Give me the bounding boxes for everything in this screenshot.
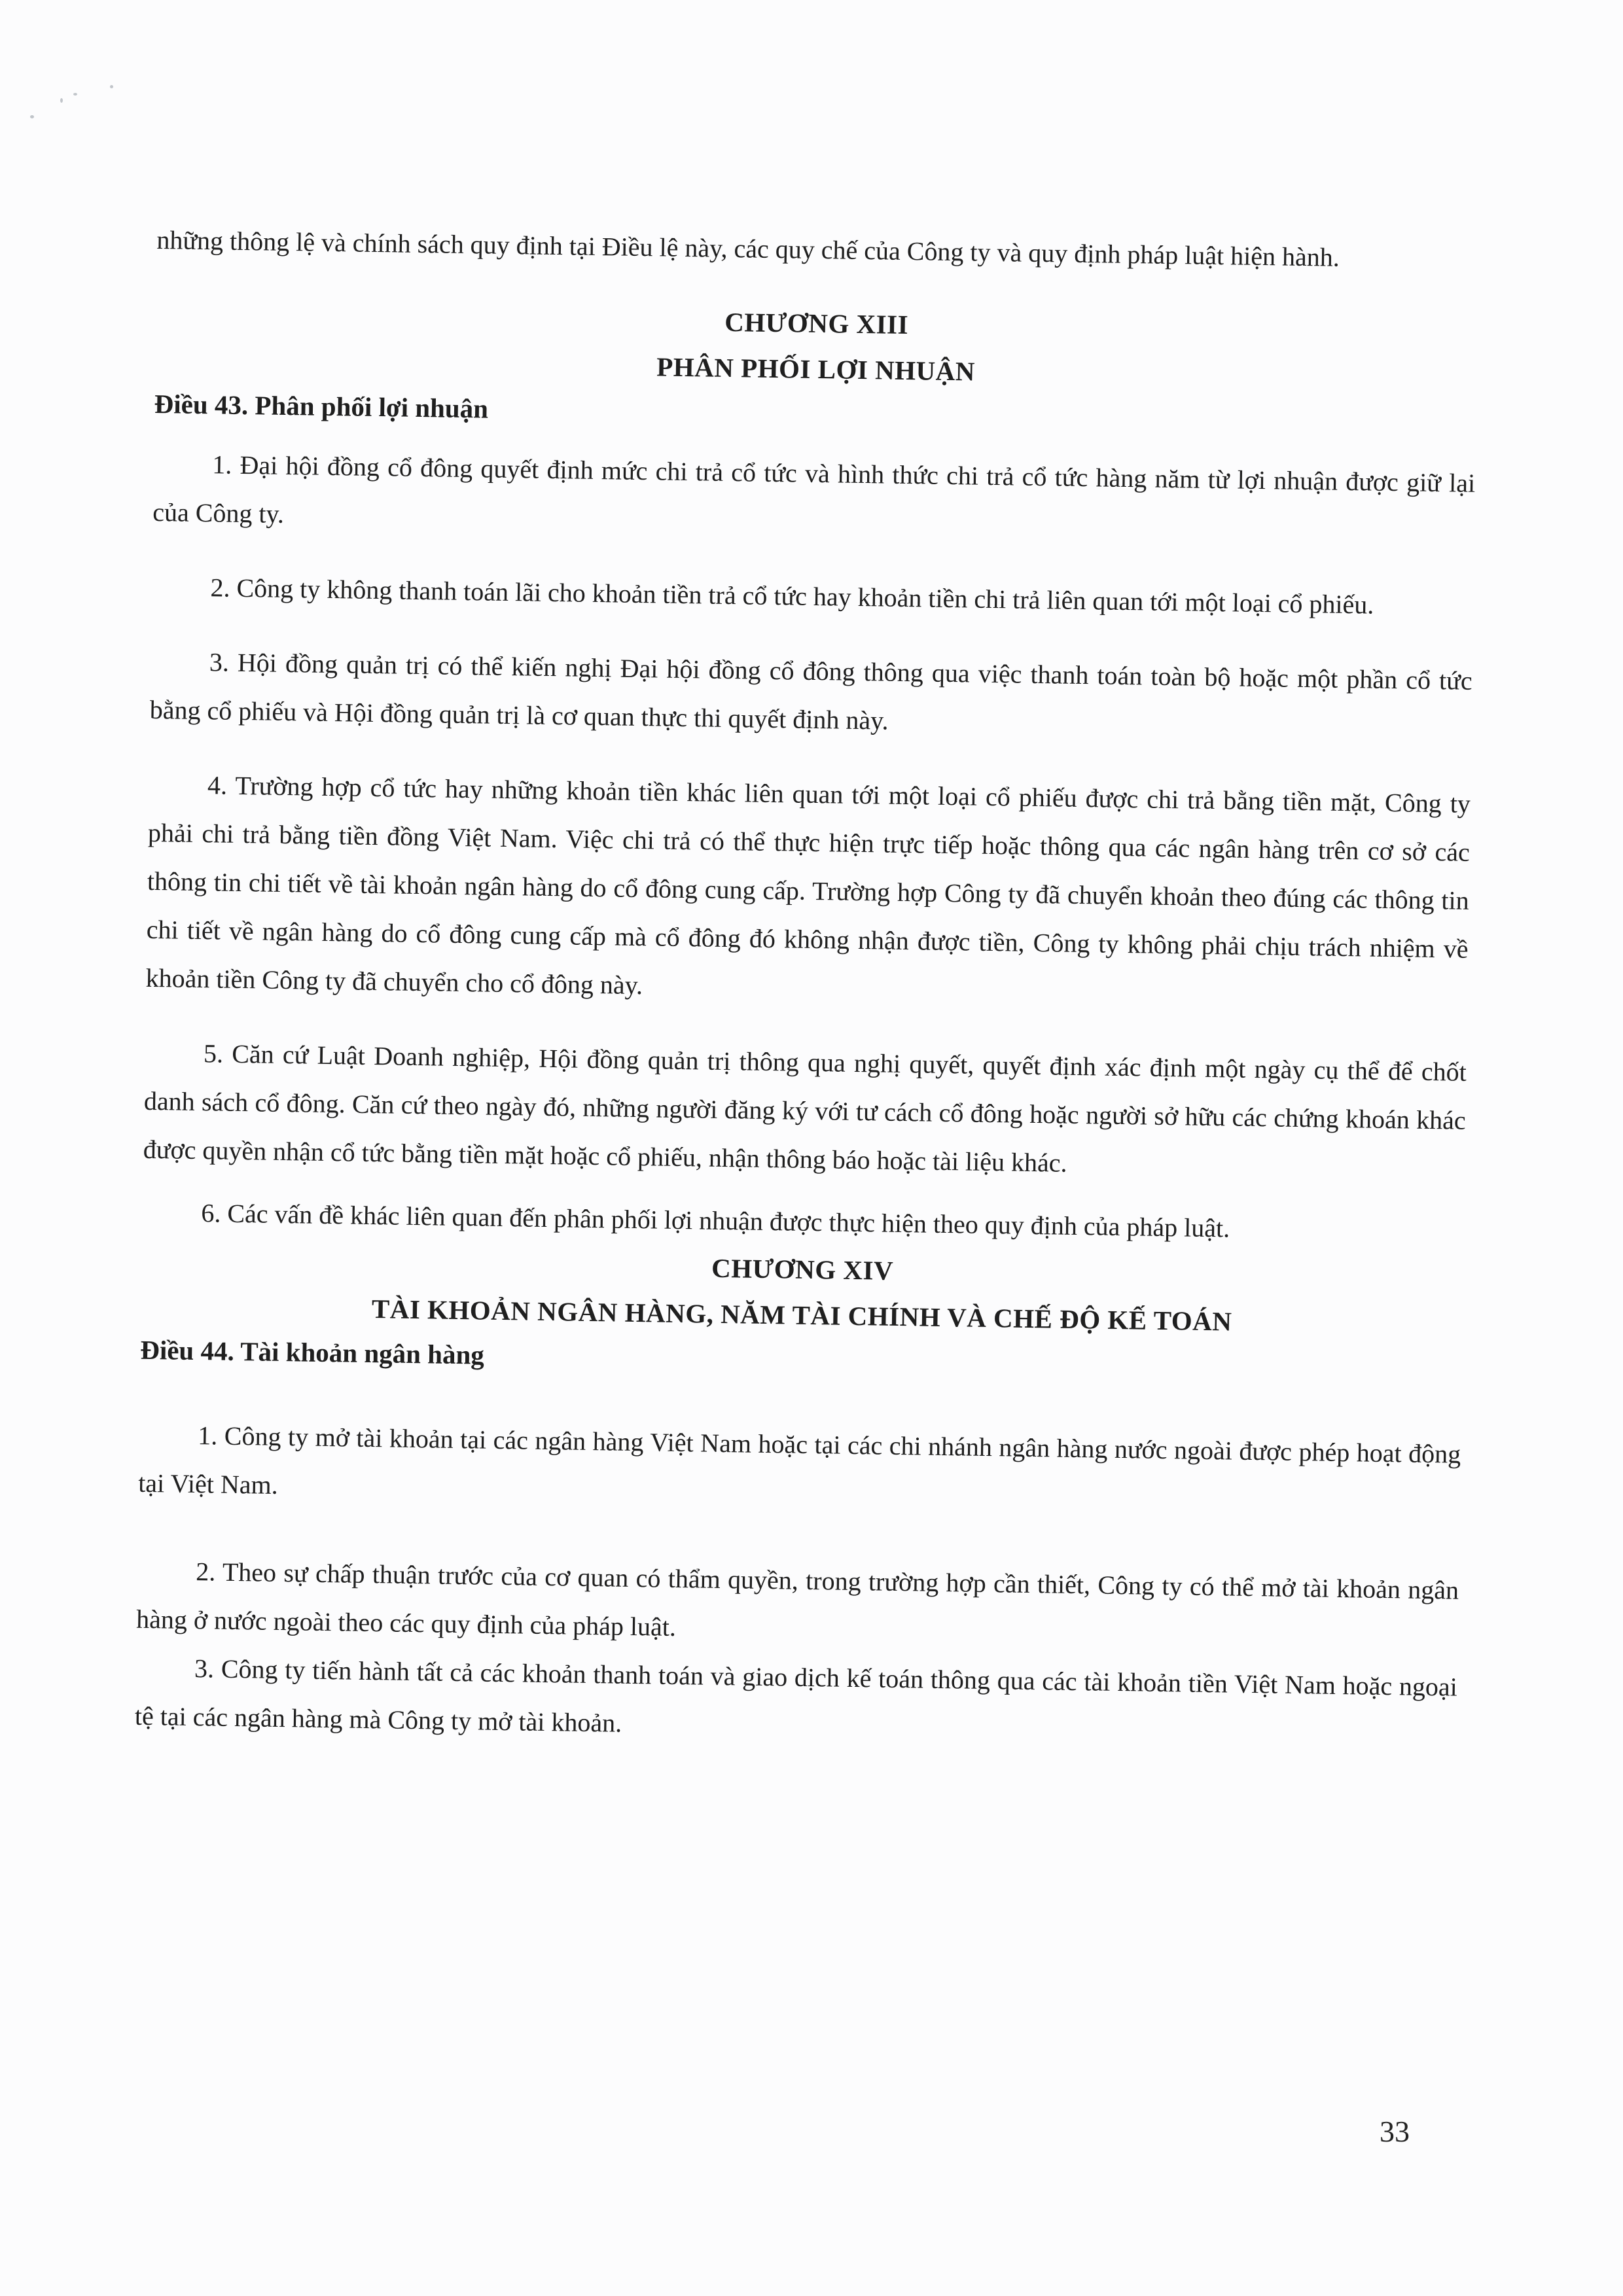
article-43-paragraph-4: 4. Trường hợp cổ tức hay những khoản tiền khác liên quan tới một loại cổ phiếu được chi trả bằng tiền mặt, Công ty phải chi trả bằng tiền đồng Việt Nam. Việc chi trả có thể thực hiện trực tiếp hoặc thông qua các ngân hàng trên cơ sở các thông tin chi tiết về tài khoản ngân hàng do cổ đông cung cấp. Trường hợp Công ty đã chuyển khoản theo đúng các thông tin chi tiết về ngân hàng do cổ đông cung cấp mà cổ đông đó không nhận được tiền, Công ty không phải chịu trách nhiệm về khoản tiền Công ty đã chuyển cho cổ đông này. [145, 770, 1471, 1000]
chapter-14-title: TÀI KHOẢN NGÂN HÀNG, NĂM TÀI CHÍNH VÀ CHẾ ĐỘ KẾ TOÁN [371, 1294, 1232, 1337]
article-43-paragraph-3: 3. Hội đồng quản trị có thể kiến nghị Đại hội đồng cổ đông thông qua việc thanh toán toàn bộ hoặc một phần cổ tức bằng cổ phiếu và Hội đồng quản trị là cơ quan thực thi quyết định này. [149, 647, 1473, 735]
article-43-paragraph-6: 6. Các vấn đề khác liên quan đến phân phối lợi nhuận được thực hiện theo quy định của pháp luật. [201, 1198, 1230, 1243]
article-44-heading: Điều 44. Tài khoản ngân hàng [139, 1334, 485, 1370]
article-43-paragraph-5: 5. Căn cứ Luật Doanh nghiệp, Hội đồng quản trị thông qua nghị quyết, quyết định xác định một ngày cụ thể để chốt danh sách cổ đông. Căn cứ theo ngày đó, những người đăng ký với tư cách cổ đông hoặc người sở hữu các chứng khoán khác được quyền nhận cổ tức bằng tiền mặt hoặc cổ phiếu, nhận thông báo hoặc tài liệu khác. [143, 1038, 1467, 1178]
document-body [134, 216, 1478, 1760]
article-44-paragraph-3: 3. Công ty tiến hành tất cả các khoản thanh toán và giao dịch kế toán thông qua các tài khoản tiền Việt Nam hoặc ngoại tệ tại các ngân hàng mà Công ty mở tài khoản. [134, 1653, 1458, 1738]
page-number: 33 [1380, 2115, 1410, 2148]
scan-speck [30, 115, 34, 118]
scan-speck [73, 93, 77, 96]
intro-paragraph: những thông lệ và chính sách quy định tại Điều lệ này, các quy chế của Công ty và quy định pháp luật hiện hành. [156, 224, 1340, 272]
article-44-paragraph-1: 1. Công ty mở tài khoản tại các ngân hàng Việt Nam hoặc tại các chi nhánh ngân hàng nước ngoài được phép hoạt động tại Việt Nam. [137, 1421, 1461, 1500]
article-44-paragraph-2: 2. Theo sự chấp thuận trước của cơ quan có thẩm quyền, trong trường hợp cần thiết, Công ty có thể mở tài khoản ngân hàng ở nước ngoài theo các quy định của pháp luật. [135, 1557, 1459, 1642]
article-43-heading: Điều 43. Phân phối lợi nhuận [154, 388, 489, 424]
chapter-13-number: CHƯƠNG XIII [724, 306, 909, 340]
chapter-13-title: PHÂN PHỐI LỢI NHUẬN [656, 351, 976, 387]
scan-speck [60, 98, 63, 103]
article-43-paragraph-1: 1. Đại hội đồng cổ đông quyết định mức chi trả cổ tức và hình thức chi trả cổ tức hàng năm từ lợi nhuận được giữ lại của Công ty. [152, 450, 1476, 529]
chapter-14-number: CHƯƠNG XIV [711, 1252, 894, 1286]
article-43-paragraph-2: 2. Công ty không thanh toán lãi cho khoản tiền trả cổ tức hay khoản tiền chi trả liên quan tới một loại cổ phiếu. [210, 573, 1374, 620]
scan-speck [110, 85, 113, 88]
